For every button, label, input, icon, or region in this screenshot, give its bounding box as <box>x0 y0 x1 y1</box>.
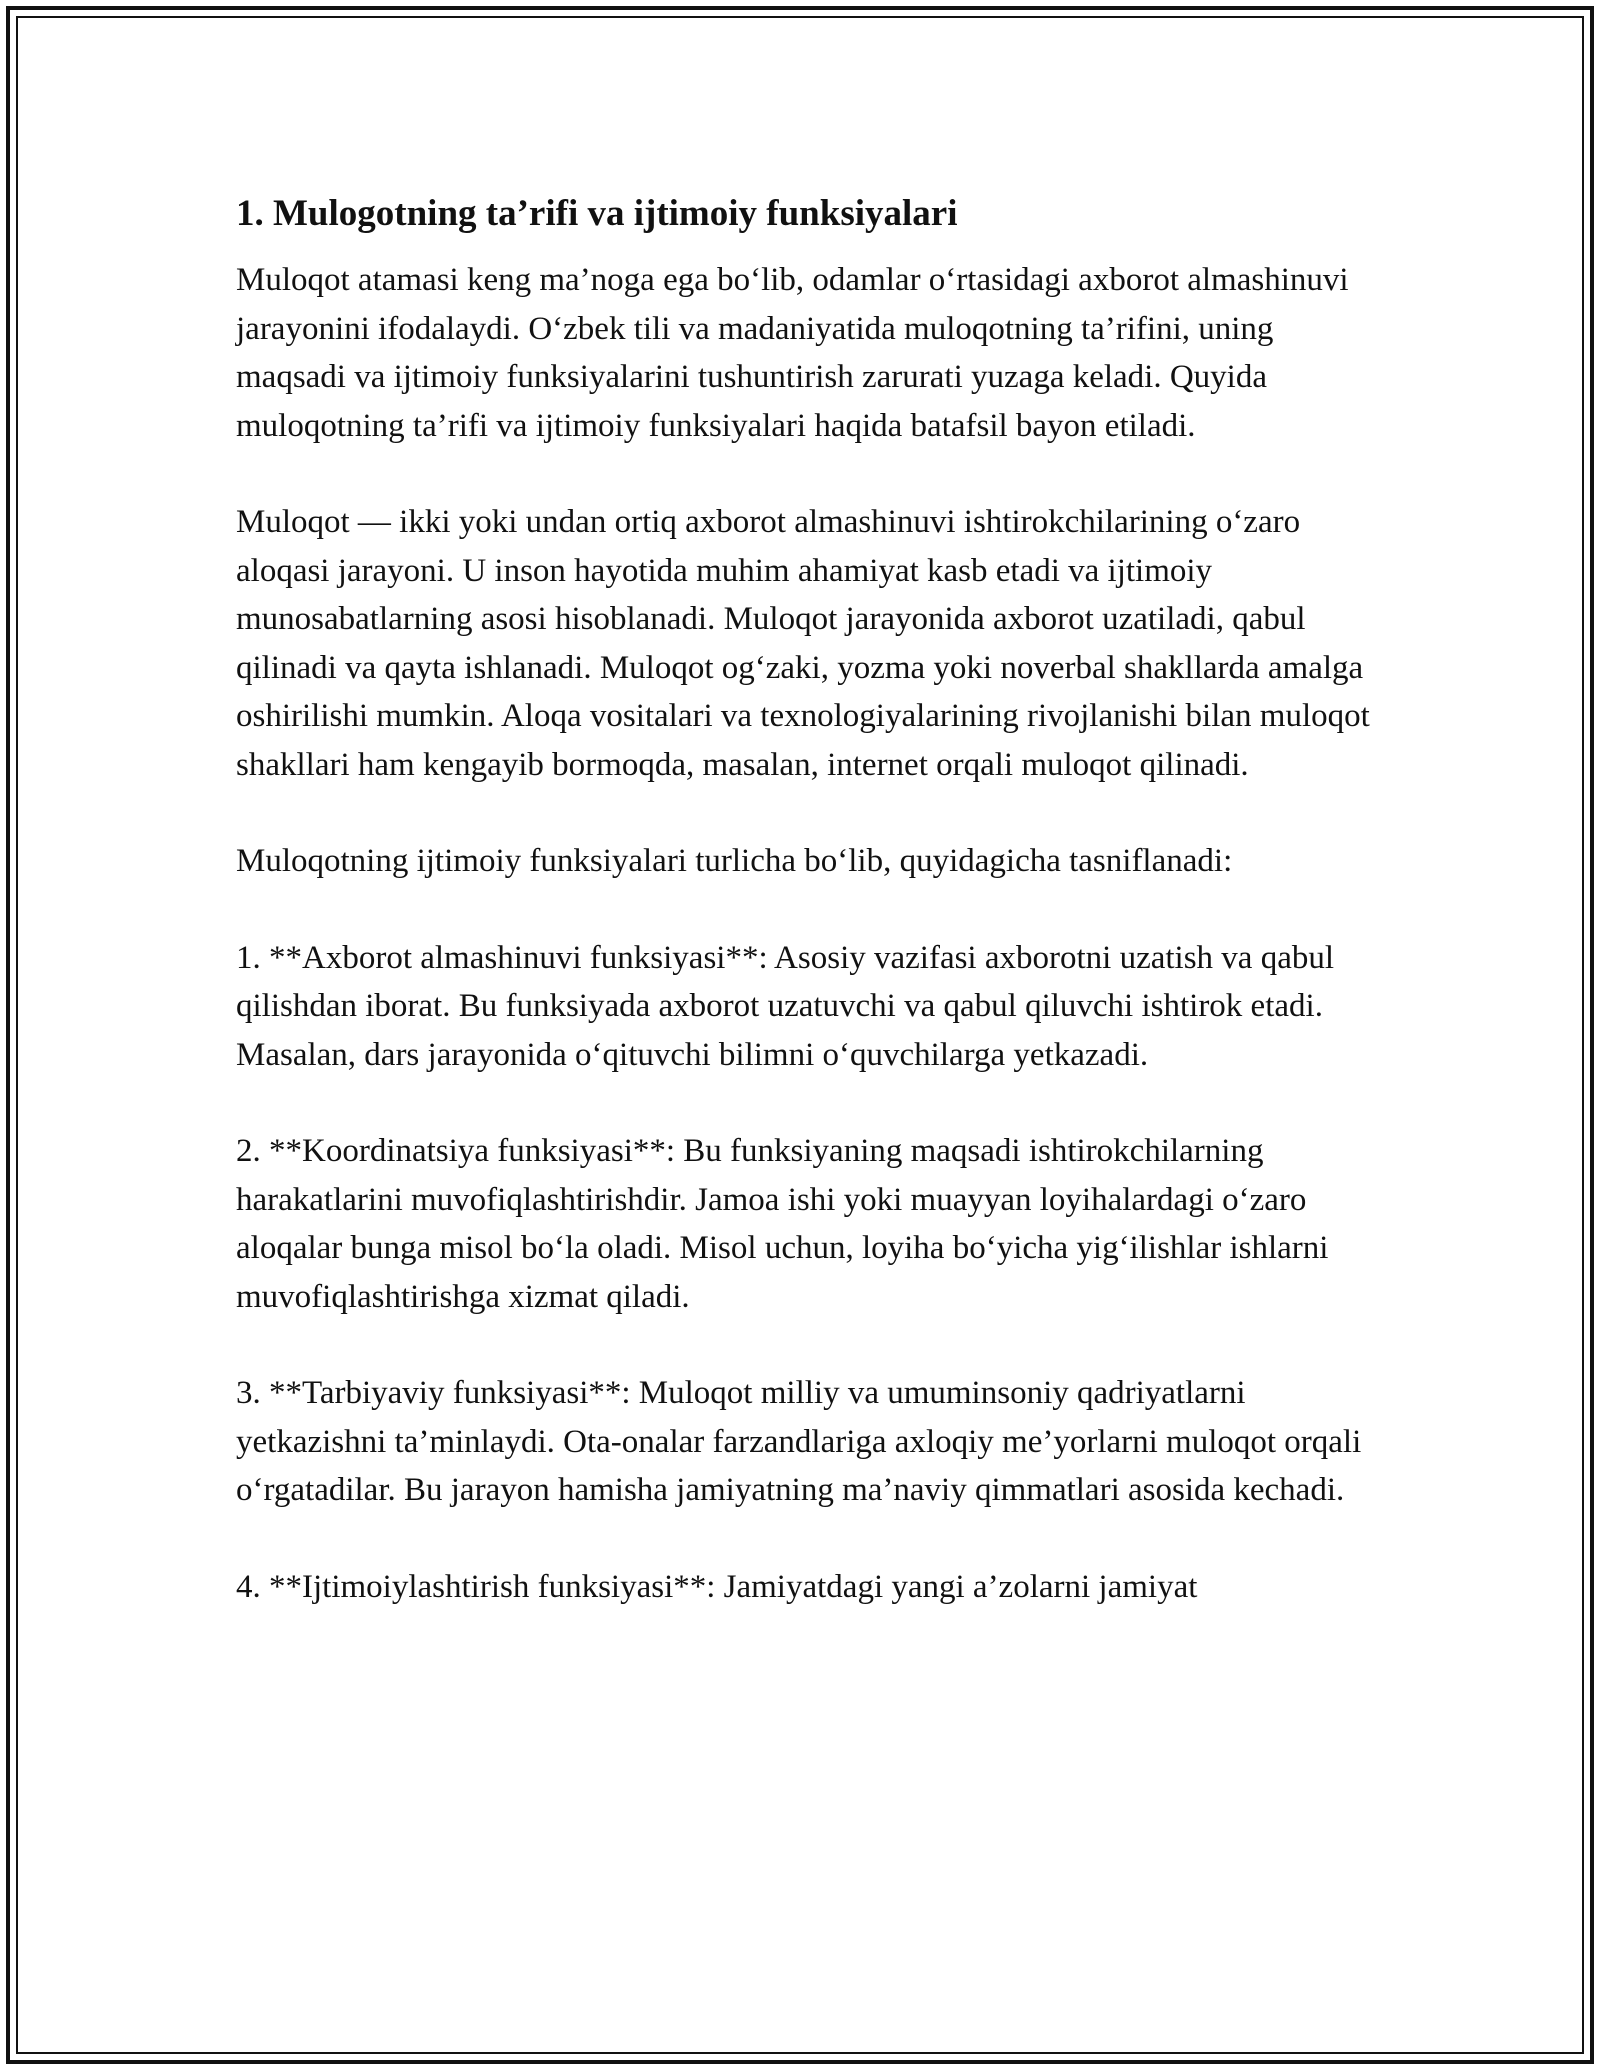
paragraph-definition: Muloqot — ikki yoki undan ortiq axborot almashinuvi ishtirokchilarining o‘zaro aloqasi jarayoni. U inson hayotida muhim ahamiyat kasb etadi va ijtimoiy munosabatlarning asosi hisoblanadi. Muloqot jarayonida axborot uzatiladi, qabul qilinadi va qayta ishlanadi. Muloqot og‘zaki, yozma yoki noverbal shakllarda amalga oshirilishi mumkin. Aloqa vositalari va texnologiyalarining rivojlanishi bilan muloqot shakllari ham kengayib bormoqda, masalan, internet orqali muloqot qilinadi. <box>236 504 1370 783</box>
section-heading: 1. Mulogotning ta’rifi va ijtimoiy funksiyalari <box>236 193 958 234</box>
list-item-function-4: 4. **Ijtimoiylashtirish funksiyasi**: Jamiyatdagi yangi a’zolarni jamiyat <box>236 1568 1198 1605</box>
paragraph-intro: Muloqot atamasi keng ma’noga ega bo‘lib, odamlar o‘rtasidagi axborot almashinuvi jarayonini ifodalaydi. O‘zbek tili va madaniyatida muloqotning ta’rifini, uning maqsadi va ijtimoiy funksiyalarini tushuntirish zarurati yuzaga keladi. Quyida muloqotning ta’rifi va ijtimoiy funksiyalari haqida batafsil bayon etiladi. <box>236 262 1349 444</box>
list-item-function-3: 3. **Tarbiyaviy funksiyasi**: Muloqot milliy va umuminsoniy qadriyatlarni yetkazishni ta’minlaydi. Ota-onalar farzandlariga axloqiy me’yorlarni muloqot orqali o‘rgatadilar. Bu jarayon hamisha jamiyatning ma’naviy qimmatlari asosida kechadi. <box>236 1375 1362 1508</box>
list-item-function-1: 1. **Axborot almashinuvi funksiyasi**: Asosiy vazifasi axborotni uzatish va qabul qilishdan iborat. Bu funksiyada axborot uzatuvchi va qabul qiluvchi ishtirok etadi. Masalan, dars jarayonida o‘qituvchi bilimni o‘quvchilarga yetkazadi. <box>236 939 1335 1073</box>
list-item-function-2: 2. **Koordinatsiya funksiyasi**: Bu funksiyaning maqsadi ishtirokchilarning harakatlarini muvofiqlashtirishdir. Jamoa ishi yoki muayyan loyihalardagi o‘zaro aloqalar bunga misol bo‘la oladi. Misol uchun, loyiha bo‘yicha yig‘ilishlar ishlarni muvofiqlashtirishga xizmat qiladi. <box>236 1133 1329 1315</box>
document-page <box>236 186 1386 1659</box>
paragraph-functions-intro: Muloqotning ijtimoiy funksiyalari turlicha bo‘lib, quyidagicha tasniflanadi: <box>236 843 1233 879</box>
